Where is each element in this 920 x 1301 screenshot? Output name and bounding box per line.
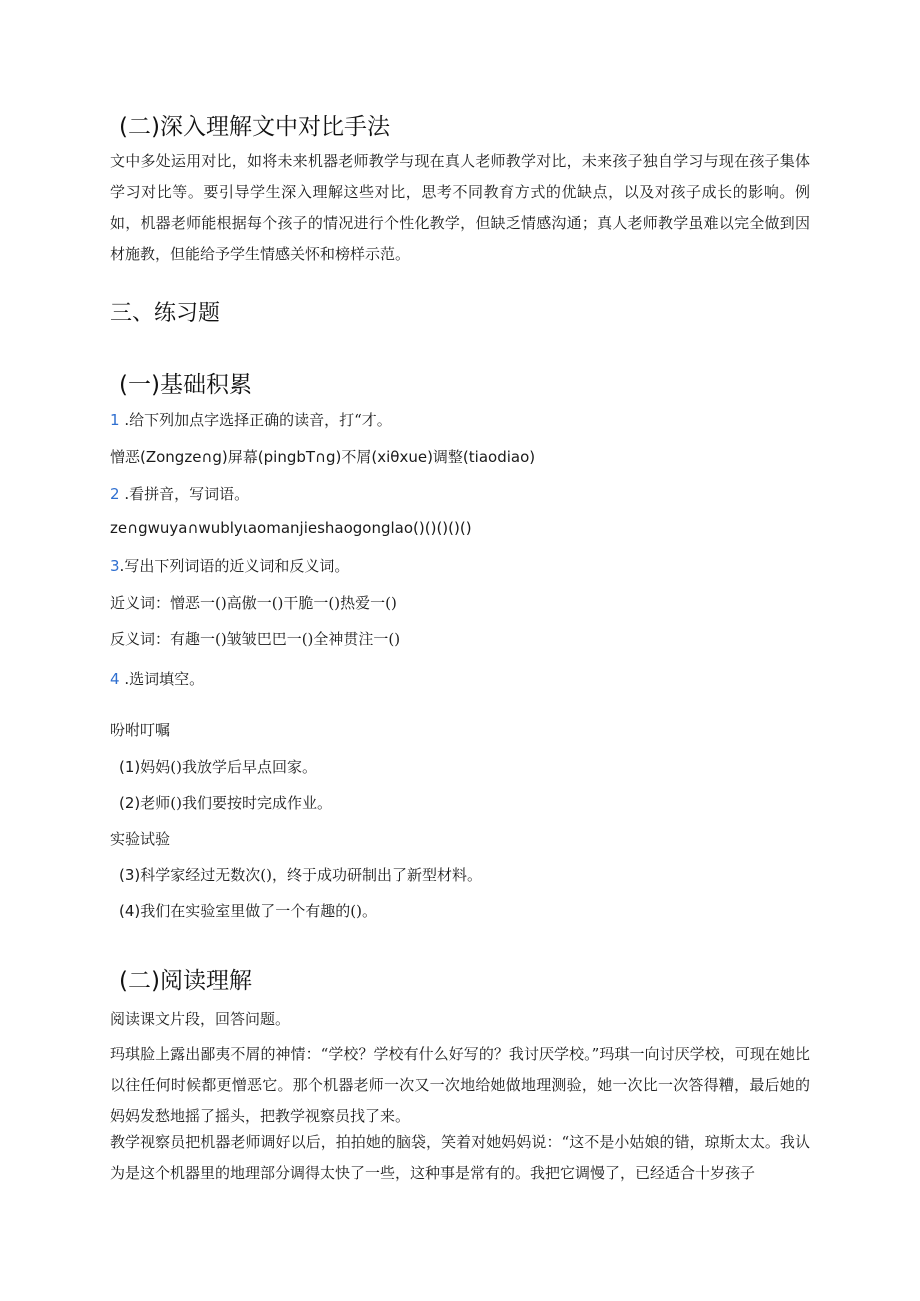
question-3-synonyms: 近义词：憎恶一()高傲一()干脆一()热爱一() [110, 594, 397, 612]
question-number: 1 [110, 411, 120, 429]
fill-item-4 [119, 900, 377, 921]
question-number: 3 [110, 557, 120, 575]
section-heading-reading: (二)阅读理解 [119, 968, 252, 994]
item-text: 妈妈()我放学后早点回家。 [140, 758, 317, 776]
item-label: (4) [119, 902, 141, 920]
reading-passage-2: 教学视察员把机器老师调好以后，拍拍她的脑袋，笑着对她妈妈说：“这不是小姑娘的错，琼斯太太。我认为是这个机器里的地理部分调得太快了一些，这种事是常有的。我把它调慢了，已经适合十岁孩子 [110, 1133, 810, 1182]
question-1-pinyin-line: 憎恶(Zongze∩g)屏幕(pingbT∩g)不屑(xiθxue)调整(tiaodiao) [110, 448, 536, 466]
item-text: 老师()我们要按时完成作业。 [140, 794, 332, 812]
section-heading-exercises: 三、练习题 [110, 301, 221, 326]
question-number: 4 [110, 670, 120, 688]
item-label: (1) [119, 758, 141, 776]
question-text: .写出下列词语的近义词和反义词。 [119, 557, 350, 575]
item-label: (3) [119, 866, 141, 884]
question-text: .选词填空。 [124, 670, 205, 688]
question-1 [110, 409, 392, 430]
question-text: .给下列加点字选择正确的读音，打“才。 [124, 411, 392, 429]
section-heading-basics: (一)基础积累 [119, 372, 252, 398]
question-3-antonyms: 反义词：有趣一()皱皱巴巴一()全神贯注一() [110, 630, 401, 648]
item-label: (2) [119, 794, 141, 812]
question-3 [110, 555, 349, 576]
fill-item-1 [119, 756, 317, 777]
question-2-pinyin-line: ze∩gwuya∩wublyιaomanjieshaogonglao()()()()() [110, 519, 472, 537]
question-4 [110, 668, 204, 689]
item-text: 我们在实验室里做了一个有趣的()。 [140, 902, 377, 920]
reading-passage-1: 玛琪脸上露出鄙夷不屑的神情：“学校？学校有什么好写的？我讨厌学校。”玛琪一向讨厌学校，可现在她比以往任何时候都更憎恶它。那个机器老师一次又一次地给她做地理测验，她一次比一次答得糟，最后她的妈妈发愁地摇了摇头，把教学视察员找了来。 [110, 1045, 810, 1125]
question-2 [110, 483, 249, 504]
reading-instruction: 阅读课文片段，回答问题。 [110, 1010, 291, 1028]
fill-item-2 [119, 792, 332, 813]
question-number: 2 [110, 485, 120, 503]
section-heading-contrast: (二)深入理解文中对比手法 [119, 114, 390, 140]
word-group-2: 实验试验 [110, 830, 171, 848]
fill-item-3 [119, 864, 482, 885]
word-group-1: 吩咐叮嘱 [110, 721, 171, 739]
contrast-paragraph: 文中多处运用对比，如将未来机器老师教学与现在真人老师教学对比，未来孩子独自学习与现在孩子集体学习对比等。要引导学生深入理解这些对比，思考不同教育方式的优缺点，以及对孩子成长的影响。例如，机器老师能根据每个孩子的情况进行个性化教学，但缺乏情感沟通；真人老师教学虽难以完全做到因材施教，但能给予学生情感关怀和榜样示范。 [110, 152, 810, 263]
question-text: .看拼音，写词语。 [124, 485, 250, 503]
item-text: 科学家经过无数次()，终于成功研制出了新型材料。 [140, 866, 482, 884]
